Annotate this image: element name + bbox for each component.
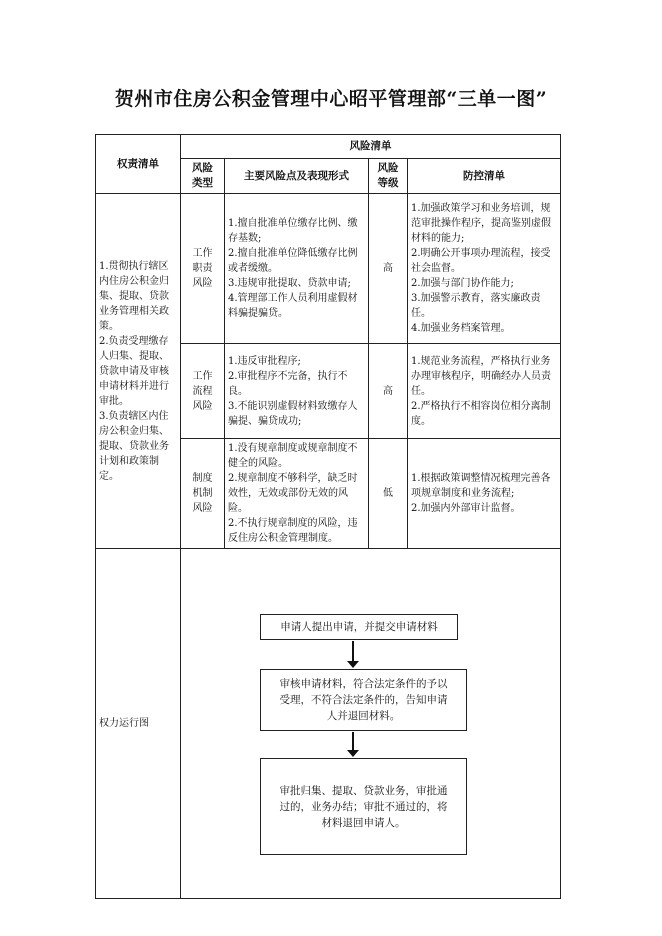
flow-label: 权力运行图 (96, 549, 181, 899)
flow-step-1: 申请人提出申请，并提交申请材料 (260, 614, 458, 640)
quanze-content: 1.贯彻执行辖区内住房公积金归集、提取、贷款业务管理相关政策。 2.负责受理缴存人归集、提取、贷款申请及审核申请材料并进行审批。 3.负责辖区内住房公积金归集、提取、贷款业务计划和政策制定。 (96, 194, 181, 549)
flow-step-2: 审核申请材料，符合法定条件的予以 受理，不符合法定条件的，告知申请 人并退回材料。 (260, 669, 467, 731)
flow-step-3: 审批归集、提取、贷款业务，审批通 过的，业务办结；审批不通过的，将 材料退回申请人。 (260, 758, 467, 855)
risk-type-3: 制度 机制 风险 (181, 439, 225, 549)
col-risk-type: 风险 类型 (181, 159, 225, 194)
flow-arrow-1 (346, 641, 360, 669)
control-list-2: 1.规范业务流程，严格执行业务办理审核程序，明确经办人员责任。 2.严格执行不相容岗位相分离制度。 (408, 344, 561, 439)
flow-chart (181, 549, 561, 899)
col-control-list: 防控清单 (408, 159, 561, 194)
header-quanze: 权责清单 (96, 135, 181, 194)
control-list-1: 1.加强政策学习和业务培训，规范审批操作程序，提高鉴别虚假材料的能力; 2.明确公开事项办理流程，接受社会监督。 2.加强与部门协作能力; 3.加强警示教育，落实廉政责任。 4.加强业务档案管理。 (408, 194, 561, 344)
header-fengxian: 风险清单 (181, 135, 561, 159)
document-title: 贺州市住房公积金管理中心昭平管理部“三单一图” (114, 88, 548, 110)
three-lists-table (95, 134, 561, 899)
risk-points-3: 1.没有规章制度或规章制度不健全的风险。 2.规章制度不够科学，缺乏时效性，无效或部份无效的风险。 2.不执行规章制度的风险，违反住房公积金管理制度。 (225, 439, 369, 549)
col-risk-level: 风险 等级 (369, 159, 408, 194)
col-risk-points: 主要风险点及表现形式 (225, 159, 369, 194)
risk-level-2: 高 (369, 344, 408, 439)
control-list-3: 1.根据政策调整情况梳理完善各项规章制度和业务流程; 2.加强内外部审计监督。 (408, 439, 561, 549)
risk-type-1: 工作 职责 风险 (181, 194, 225, 344)
risk-points-1: 1.擅自批准单位缴存比例、缴存基数; 2.擅自批准单位降低缴存比例或者缓缴。 3.违规审批提取、贷款申请; 4.管理部工作人员利用虚假材料骗提骗贷。 (225, 194, 369, 344)
flow-arrow-2 (346, 732, 360, 758)
risk-level-3: 低 (369, 439, 408, 549)
risk-level-1: 高 (369, 194, 408, 344)
risk-type-2: 工作 流程 风险 (181, 344, 225, 439)
risk-points-2: 1.违反审批程序; 2.审批程序不完备，执行不良。 3.不能识别虚假材料致缴存人骗提、骗贷成功; (225, 344, 369, 439)
